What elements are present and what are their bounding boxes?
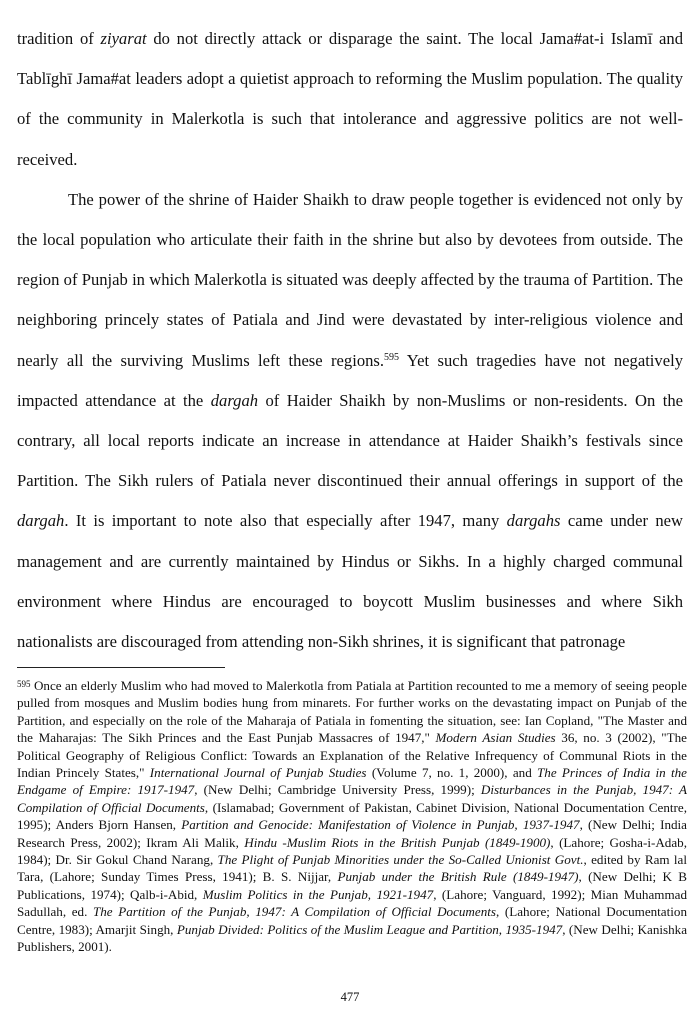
text-run: came under new management and are currently maintained by Hindus or Sikhs. In a highly charged communal environment where Hindus are encouraged to boycott Muslim businesses and where Sikh nationalists are discouraged from attending non-Sikh shrines, it is significant that patronage	[17, 511, 684, 652]
footnote-reference: 595	[384, 351, 400, 363]
body-text	[17, 19, 683, 662]
italic-text: dargah	[17, 511, 65, 531]
text-run: , (Lahore; Vanguard, 1992); Mian Muhammad Sadullah, ed.	[17, 886, 687, 920]
italic-text: dargah	[210, 390, 259, 410]
text-run: tradition of	[17, 29, 101, 48]
text-run: 36, no. 3 (2002), "The Political Geography of Religious Conflict: Towards an Explanation of the Relative Infrequency of Communal Riots in the Indian Princely States,"	[17, 730, 687, 781]
italic-text: Hindu -Muslim Riots in the British Punjab (1849-1900)	[244, 834, 551, 850]
italic-text: ziyarat	[100, 29, 147, 48]
italic-text: Modern Asian Studies	[435, 730, 556, 746]
italic-text: dargahs	[506, 511, 561, 531]
italic-text: Punjab under the British Rule (1849-1947)	[337, 869, 579, 885]
text-run: , edited by Ram lal Tara, (Lahore; Sunday Times Press, 1941); B. S. Nijjar,	[17, 852, 687, 885]
footnote-separator	[17, 667, 225, 668]
footnote-595	[17, 677, 687, 956]
text-run: , (Islamabad; Government of Pakistan, Cabinet Division, National Documentation Centre, 1995); Anders Bjorn Hansen,	[17, 799, 687, 833]
text-run: do not directly attack or disparage the saint. The local Jama#at-i Islamī and Tablīghī Jama#at leaders adopt a quietist approach to reforming the Muslim population. The quality of the community in Malerkotla is such that intolerance and aggressive politics are not well-received.	[17, 29, 683, 169]
italic-text: Partition and Genocide: Manifestation of Violence in Punjab, 1937-1947	[181, 817, 580, 833]
italic-text: The Princes of India in the Endgame of Empire: 1917-1947	[17, 765, 687, 798]
paragraph-1	[17, 19, 683, 180]
text-run: (Volume 7, no. 1, 2000), and	[366, 765, 538, 781]
italic-text: The Partition of the Punjab, 1947: A Compilation of Official Documents	[92, 904, 496, 920]
text-run: . It is important to note also that especially after 1947, many	[64, 511, 507, 531]
italic-text: Disturbances in the Punjab, 1947: A Compilation of Official Documents	[17, 782, 687, 815]
text-run: of Haider Shaikh by non-Muslims or non-residents. On the contrary, all local reports indicate an increase in attendance at Haider Shaikh’s festivals since Partition. The Sikh rulers of Patiala never discontinued their annual offerings in support of the	[17, 390, 683, 491]
text-run: , (New Delhi; Kanishka Publishers, 2001).	[17, 921, 688, 955]
text-run: , (Lahore; Gosha-i-Adab, 1984); Dr. Sir Gokul Chand Narang,	[17, 834, 687, 868]
text-run: , (New Delhi; K B Publications, 1974); Qalb-i-Abid,	[17, 869, 687, 902]
text-run: Yet such tragedies have not negatively impacted attendance at the	[17, 350, 683, 410]
footnote-marker: 595	[17, 679, 31, 689]
paragraph-2	[17, 180, 683, 662]
text-run: , (Lahore; National Documentation Centre, 1983); Amarjit Singh,	[17, 904, 687, 937]
text-run: Once an elderly Muslim who had moved to Malerkotla from Patiala at Partition recounted to me a memory of seeing people pulled from mosques and Muslim bodies hung from minarets. For further works on the devastating impact on Punjab of the Partition, and especially on the role of the Maharaja of Patiala in fomenting the situation, see: Ian Copland, "The Master and the Maharajas: The Sikh Princes and the East Punjab Massacres of 1947,"	[17, 678, 687, 746]
italic-text: International Journal of Punjab Studies	[149, 765, 367, 781]
footnote-text	[17, 678, 687, 954]
italic-text: Muslim Politics in the Punjab, 1921-1947	[202, 886, 434, 902]
italic-text: The Plight of Punjab Minorities under the So-Called Unionist Govt.	[217, 852, 584, 868]
page-number: 477	[340, 990, 360, 1004]
text-run: , (New Delhi; India Research Press, 2002); Ikram Ali Malik,	[17, 817, 687, 850]
italic-text: Punjab Divided: Politics of the Muslim League and Partition, 1935-1947	[176, 921, 563, 937]
text-run: , (New Delhi; Cambridge University Press, 1999);	[194, 782, 481, 798]
text-run: The power of the shrine of Haider Shaikh to draw people together is evidenced not only by the local population who articulate their faith in the shrine but also by devotees from outside. The region of Punjab in which Malerkotla is situated was deeply affected by the trauma of Partition. The neighboring princely states of Patiala and Jind were devastated by inter-religious violence and nearly all the surviving Muslims left these regions.	[17, 189, 683, 370]
